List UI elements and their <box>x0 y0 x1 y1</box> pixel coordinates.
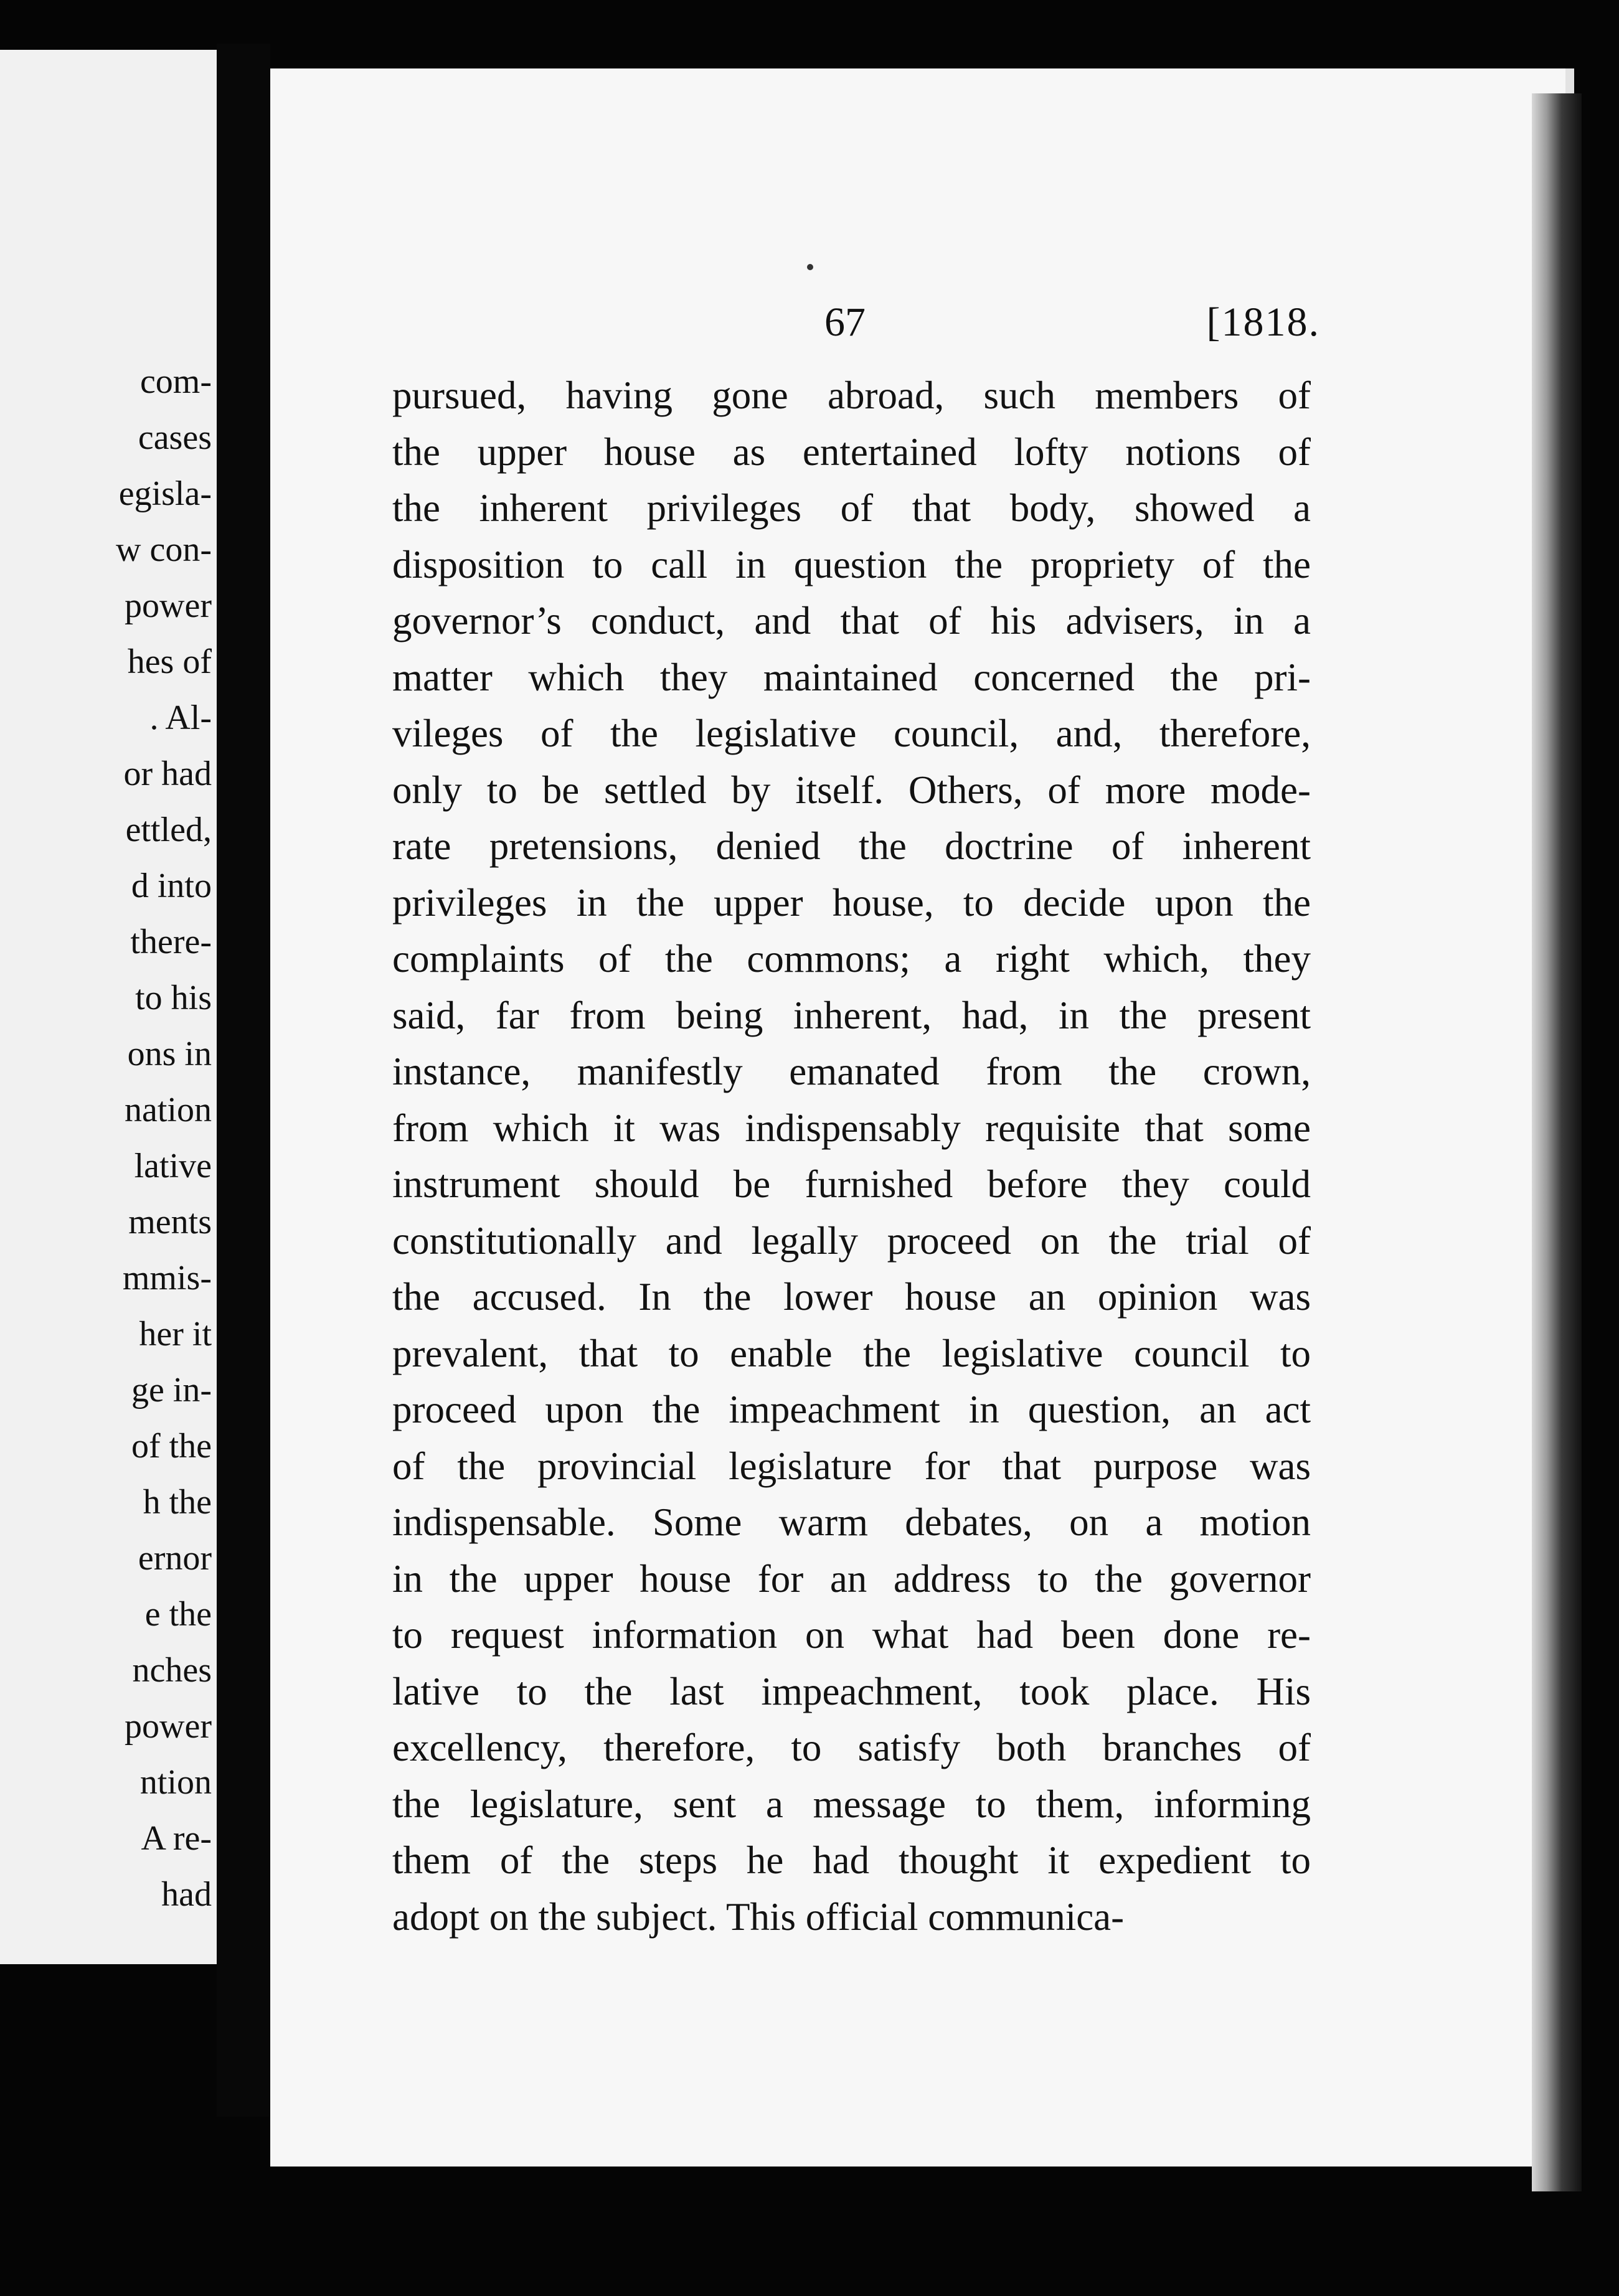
page-number: 67 <box>824 299 866 345</box>
left-line: power <box>125 1707 212 1746</box>
left-line: h the <box>143 1483 212 1522</box>
left-line: ons in <box>127 1035 212 1073</box>
text-line: said, far from being inherent, had, in the present <box>392 993 1311 1037</box>
text-line: complaints of the commons; a right which, they <box>392 937 1311 981</box>
left-line: ernor <box>138 1539 212 1578</box>
text-line: proceed upon the impeachment in question, an act <box>392 1388 1311 1431</box>
ink-dot <box>807 264 813 270</box>
text-line: disposition to call in question the propriety of the <box>392 542 1311 586</box>
text-line: to request information on what had been done re- <box>392 1613 1311 1657</box>
text-line: privileges in the upper house, to decide upon the <box>392 880 1311 925</box>
left-line: ettled, <box>125 811 212 849</box>
left-line: ge in- <box>131 1371 212 1409</box>
left-line: egisla- <box>118 474 212 513</box>
text-line: in the upper house for an address to the governor <box>392 1556 1311 1601</box>
text-line: excellency, therefore, to satisfy both branches of <box>392 1726 1311 1769</box>
left-line: w con- <box>116 530 212 569</box>
left-line: e the <box>144 1595 212 1634</box>
left-line: lative <box>134 1147 212 1185</box>
left-line: her it <box>139 1315 212 1353</box>
left-line: had <box>161 1875 212 1914</box>
text-line: matter which they maintained concerned the pri- <box>392 655 1311 699</box>
text-line: instrument should be furnished before they could <box>392 1162 1311 1206</box>
text-line: governor’s conduct, and that of his advisers, in a <box>392 599 1311 642</box>
left-facing-page <box>0 50 217 1964</box>
text-line: lative to the last impeachment, took place. His <box>392 1669 1311 1713</box>
text-line: vileges of the legislative council, and, therefore, <box>392 712 1311 755</box>
left-line: d into <box>131 867 212 905</box>
text-line: the inherent privileges of that body, showed a <box>392 486 1311 530</box>
stray-mark <box>447 212 453 228</box>
left-line: or had <box>123 755 212 793</box>
text-line: prevalent, that to enable the legislative council to <box>392 1331 1311 1375</box>
body-text <box>392 367 1311 1945</box>
text-line: indispensable. Some warm debates, on a motion <box>392 1500 1311 1544</box>
left-line: mmis- <box>122 1259 212 1297</box>
left-line: to his <box>135 979 212 1017</box>
book-gutter <box>217 44 270 2117</box>
left-line: nches <box>132 1651 212 1690</box>
page-edge-shadow <box>1532 93 1582 2191</box>
left-line: cases <box>138 418 212 457</box>
text-line: constitutionally and legally proceed on the trial of <box>392 1218 1311 1263</box>
left-line: ntion <box>139 1763 212 1802</box>
text-line: the accused. In the lower house an opinion was <box>392 1275 1311 1319</box>
left-page-text <box>0 50 217 1964</box>
text-line: of the provincial legislature for that purpose was <box>392 1444 1311 1488</box>
text-line: them of the steps he had thought it expedient to <box>392 1838 1311 1882</box>
text-line: pursued, having gone abroad, such members of <box>392 374 1311 417</box>
left-line: com- <box>139 362 212 401</box>
left-line: there- <box>130 923 212 961</box>
text-line: the legislature, sent a message to them, informing <box>392 1782 1311 1826</box>
left-line: nation <box>125 1091 212 1129</box>
left-line: A re- <box>141 1819 212 1858</box>
text-line: adopt on the subject. This official communica- <box>392 1894 1125 1939</box>
running-head-year: [1818. <box>1206 299 1320 345</box>
left-line: . Al- <box>149 699 212 737</box>
text-line: from which it was indispensably requisite that some <box>392 1106 1311 1150</box>
left-line: of the <box>131 1427 212 1466</box>
text-line: the upper house as entertained lofty notions of <box>392 430 1311 474</box>
text-line: only to be settled by itself. Others, of more mode- <box>392 768 1311 812</box>
left-line: hes of <box>127 642 212 681</box>
text-line: rate pretensions, denied the doctrine of inherent <box>392 824 1311 868</box>
text-line: instance, manifestly emanated from the crown, <box>392 1050 1311 1093</box>
running-head <box>772 299 1320 349</box>
left-line: power <box>125 586 212 625</box>
left-line: ments <box>128 1203 212 1241</box>
